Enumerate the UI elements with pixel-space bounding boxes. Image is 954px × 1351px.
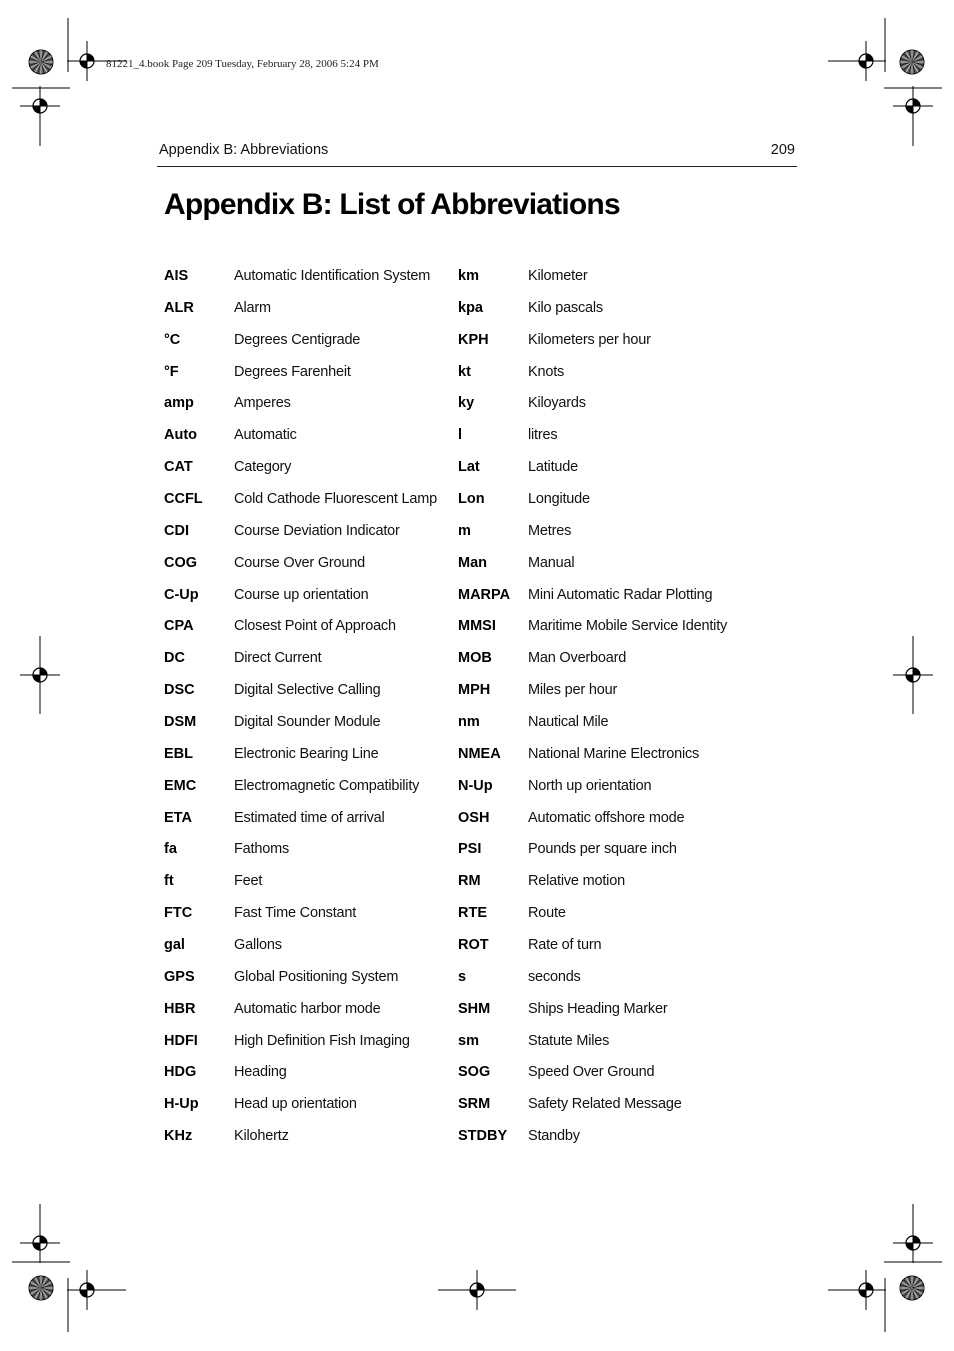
abbreviation-entry [458, 268, 788, 300]
color-registration-star-mark [900, 50, 924, 74]
abbreviation-term: MMSI [458, 618, 496, 635]
abbreviation-term: km [458, 268, 479, 284]
abbreviation-term: Man [458, 554, 487, 571]
abbreviation-term: COG [164, 554, 198, 571]
abbreviation-column-right [458, 268, 788, 1160]
abbreviation-term: OSH [458, 809, 490, 826]
abbreviation-definition: Route [528, 905, 566, 922]
abbreviation-entry [458, 746, 788, 778]
abbreviation-term: SRM [458, 1096, 491, 1113]
abbreviation-entry [458, 459, 788, 491]
abbreviation-term: RTE [458, 905, 487, 922]
abbreviation-definition: Alarm [234, 299, 271, 316]
abbreviation-definition: Statute Miles [528, 1032, 610, 1049]
abbreviation-definition: Digital Sounder Module [234, 714, 381, 731]
abbreviation-definition: Man Overboard [528, 650, 627, 667]
abbreviation-term: SOG [458, 1064, 491, 1081]
abbreviation-term: kpa [458, 299, 483, 316]
abbreviation-term: DC [164, 650, 185, 667]
abbreviation-term: NMEA [458, 745, 501, 762]
color-registration-star-mark [900, 1276, 924, 1300]
abbreviation-definition: Kiloyards [528, 395, 586, 412]
abbreviation-term: m [458, 522, 471, 539]
abbreviation-entry [164, 937, 444, 969]
abbreviation-definition: Electronic Bearing Line [234, 745, 379, 762]
abbreviation-term: Lon [458, 491, 485, 508]
abbreviation-definition: Relative motion [528, 873, 625, 890]
abbreviation-entry [164, 427, 444, 459]
abbreviation-term: CAT [164, 459, 193, 476]
abbreviation-entry [164, 1001, 444, 1033]
header-rule [157, 166, 797, 167]
abbreviation-term: gal [164, 937, 185, 954]
abbreviation-definition: Kilometer [528, 268, 588, 284]
abbreviation-entry [164, 364, 444, 396]
abbreviation-entry [458, 491, 788, 523]
abbreviation-definition: Course Deviation Indicator [234, 522, 400, 539]
abbreviation-definition: Miles per hour [528, 682, 618, 699]
abbreviation-term: ROT [458, 937, 489, 954]
abbreviation-term: CDI [164, 522, 189, 539]
abbreviation-definition: Automatic offshore mode [528, 809, 685, 826]
abbreviation-definition: Category [234, 459, 292, 476]
abbreviation-definition: National Marine Electronics [528, 745, 700, 762]
page-title: Appendix B: List of Abbreviations [164, 188, 620, 221]
abbreviation-entry [458, 427, 788, 459]
abbreviation-term: HDG [164, 1064, 197, 1081]
abbreviation-definition: Standby [528, 1128, 580, 1145]
abbreviation-term: N-Up [458, 777, 493, 794]
abbreviation-term: ft [164, 873, 174, 890]
registration-target-mark [20, 655, 60, 695]
abbreviation-entry [164, 810, 444, 842]
abbreviation-term: STDBY [458, 1128, 508, 1145]
abbreviation-term: CCFL [164, 491, 203, 508]
abbreviation-entry [164, 300, 444, 332]
abbreviation-entry [164, 523, 444, 555]
abbreviation-entry [164, 714, 444, 746]
abbreviation-term: HDFI [164, 1032, 198, 1049]
abbreviation-term: H-Up [164, 1096, 199, 1113]
abbreviation-definition: Maritime Mobile Service Identity [528, 618, 728, 635]
abbreviation-definition: Kilometers per hour [528, 331, 651, 348]
abbreviation-term: kt [458, 363, 471, 380]
abbreviation-term: Auto [164, 427, 198, 444]
abbreviation-definition: Metres [528, 522, 572, 539]
abbreviation-term: MARPA [458, 586, 511, 603]
color-registration-star-mark [29, 50, 53, 74]
registration-target-mark [457, 1270, 497, 1310]
abbreviation-entry [164, 1096, 444, 1128]
abbreviation-entry [164, 841, 444, 873]
abbreviation-entry [458, 1001, 788, 1033]
abbreviation-entry [164, 969, 444, 1001]
print-slug: 81221_4.book Page 209 Tuesday, February 28, 2006 5:24 PM [106, 58, 379, 70]
abbreviation-definition: Feet [234, 873, 263, 890]
abbreviation-definition: Nautical Mile [528, 714, 609, 731]
abbreviation-entry [164, 459, 444, 491]
abbreviation-entry [458, 1033, 788, 1065]
registration-target-mark [893, 1223, 933, 1263]
abbreviation-definition: Amperes [234, 395, 291, 412]
abbreviation-entry [458, 714, 788, 746]
abbreviation-term: ky [458, 395, 475, 412]
abbreviation-term: ETA [164, 809, 192, 826]
abbreviation-definition: Gallons [234, 937, 282, 954]
abbreviation-entry [458, 841, 788, 873]
abbreviation-term: °C [164, 331, 181, 348]
abbreviation-definition: Estimated time of arrival [234, 809, 385, 826]
abbreviation-term: PSI [458, 841, 482, 858]
abbreviation-entry [458, 332, 788, 364]
registration-target-mark [20, 1223, 60, 1263]
abbreviation-definition: Electromagnetic Compatibility [234, 777, 420, 794]
abbreviation-column-left [164, 268, 444, 1160]
abbreviation-entry [164, 746, 444, 778]
abbreviation-definition: Knots [528, 363, 565, 380]
abbreviation-definition: Fathoms [234, 841, 290, 858]
abbreviation-entry [164, 555, 444, 587]
abbreviation-definition: Automatic Identification System [234, 268, 431, 284]
abbreviation-entry [164, 395, 444, 427]
abbreviation-entry [164, 905, 444, 937]
abbreviation-entry [458, 682, 788, 714]
abbreviation-term: MPH [458, 682, 491, 699]
abbreviation-definition: Kilohertz [234, 1128, 289, 1145]
abbreviation-entry [458, 937, 788, 969]
abbreviation-term: nm [458, 714, 480, 731]
abbreviation-definition: Pounds per square inch [528, 841, 677, 858]
abbreviation-entry [164, 618, 444, 650]
abbreviation-entry [458, 555, 788, 587]
abbreviation-entry [458, 618, 788, 650]
abbreviation-entry [458, 810, 788, 842]
abbreviation-entry [164, 1064, 444, 1096]
abbreviation-term: Lat [458, 459, 480, 476]
abbreviation-entry [458, 1064, 788, 1096]
registration-target-mark [893, 655, 933, 695]
abbreviation-definition: Longitude [528, 491, 590, 508]
abbreviation-term: DSC [164, 682, 195, 699]
abbreviation-entry [164, 587, 444, 619]
abbreviation-definition: Ships Heading Marker [528, 1000, 668, 1017]
abbreviation-term: EBL [164, 745, 193, 762]
abbreviation-term: FTC [164, 905, 193, 922]
abbreviation-term: DSM [164, 714, 197, 731]
abbreviation-term: s [458, 968, 467, 985]
abbreviation-entry [164, 1033, 444, 1065]
abbreviation-term: HBR [164, 1000, 196, 1017]
abbreviation-entry [458, 969, 788, 1001]
color-registration-star-mark [29, 1276, 53, 1300]
abbreviation-entry [164, 491, 444, 523]
abbreviation-entry [164, 1128, 444, 1160]
abbreviation-term: CPA [164, 618, 194, 635]
abbreviation-entry [164, 682, 444, 714]
running-header-section: Appendix B: Abbreviations [159, 142, 329, 158]
abbreviation-definition: Closest Point of Approach [234, 618, 396, 635]
abbreviation-definition: Fast Time Constant [234, 905, 357, 922]
abbreviation-entry [458, 364, 788, 396]
abbreviation-definition: Manual [528, 554, 575, 571]
abbreviation-definition: Heading [234, 1064, 287, 1081]
abbreviation-definition: Direct Current [234, 650, 322, 667]
abbreviation-definition: Course up orientation [234, 586, 369, 603]
abbreviation-entry [164, 332, 444, 364]
abbreviation-definition: Automatic harbor mode [234, 1000, 381, 1017]
abbreviation-definition: Degrees Farenheit [234, 363, 351, 380]
abbreviation-entry [458, 873, 788, 905]
abbreviation-term: fa [164, 841, 177, 858]
abbreviation-term: GPS [164, 968, 195, 985]
abbreviation-term: l [458, 427, 463, 444]
abbreviation-definition: Global Positioning System [234, 968, 399, 985]
abbreviation-term: C-Up [164, 586, 199, 603]
abbreviation-definition: Course Over Ground [234, 554, 365, 571]
abbreviation-entry [458, 778, 788, 810]
abbreviation-term: MOB [458, 650, 492, 667]
abbreviation-term: KHz [164, 1128, 193, 1145]
abbreviation-definition: Degrees Centigrade [234, 331, 361, 348]
abbreviation-entry [164, 778, 444, 810]
abbreviation-definition: Mini Automatic Radar Plotting [528, 586, 713, 603]
abbreviation-entry [458, 1128, 788, 1160]
abbreviation-entry [458, 905, 788, 937]
abbreviation-definition: High Definition Fish Imaging [234, 1032, 410, 1049]
abbreviation-definition: Rate of turn [528, 937, 602, 954]
abbreviation-definition: Digital Selective Calling [234, 682, 381, 699]
abbreviation-term: ALR [164, 299, 194, 316]
abbreviation-definition: Cold Cathode Fluorescent Lamp [234, 491, 437, 508]
abbreviation-entry [164, 268, 444, 300]
abbreviation-entry [458, 523, 788, 555]
abbreviation-definition: Latitude [528, 459, 578, 476]
abbreviation-definition: North up orientation [528, 777, 652, 794]
abbreviation-entry [458, 587, 788, 619]
running-header-page-number: 209 [770, 142, 795, 158]
abbreviation-term: SHM [458, 1000, 491, 1017]
abbreviation-term: sm [458, 1032, 479, 1049]
abbreviation-entry [458, 1096, 788, 1128]
abbreviation-definition: seconds [528, 968, 581, 985]
abbreviation-entry [164, 650, 444, 682]
abbreviation-entry [458, 300, 788, 332]
abbreviation-definition: Kilo pascals [528, 299, 603, 316]
abbreviation-definition: Head up orientation [234, 1096, 357, 1113]
abbreviation-definition: Automatic [234, 427, 297, 444]
abbreviation-term: °F [164, 363, 179, 380]
abbreviation-term: KPH [458, 331, 489, 348]
abbreviation-definition: litres [528, 427, 558, 444]
abbreviation-term: AIS [164, 268, 189, 284]
abbreviation-entry [164, 873, 444, 905]
abbreviation-definition: Speed Over Ground [528, 1064, 655, 1081]
abbreviation-entry [458, 650, 788, 682]
abbreviation-term: EMC [164, 777, 197, 794]
abbreviation-entry [458, 395, 788, 427]
abbreviation-term: amp [164, 395, 194, 412]
abbreviation-term: RM [458, 873, 481, 890]
abbreviation-definition: Safety Related Message [528, 1096, 682, 1113]
